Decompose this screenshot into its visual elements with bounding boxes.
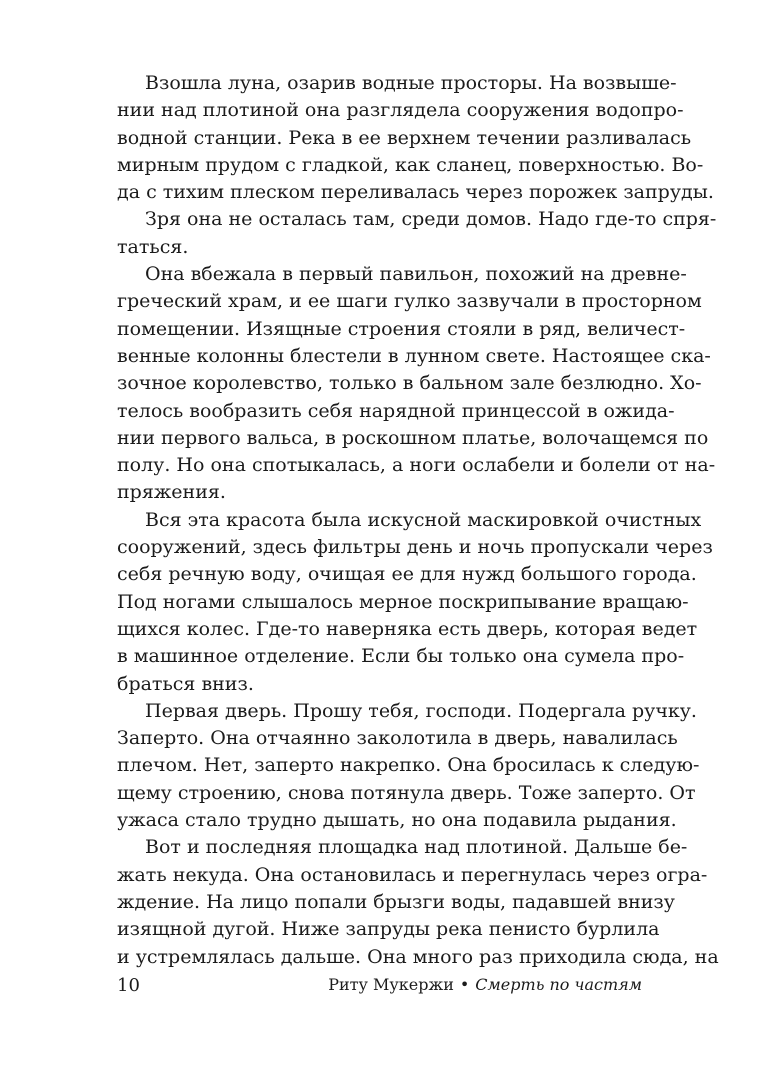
text-line: Первая дверь. Прошу тебя, господи. Подергала ручку. [145, 699, 697, 722]
text-line: Под ногами слышалось мерное поскрипывание вращаю- [117, 590, 689, 613]
text-line: греческий храм, и ее шаги гулко зазвучали в просторном [117, 290, 702, 313]
text-line: Заперто. Она отчаянно заколотила в дверь, навалилась [117, 727, 678, 750]
paragraph [117, 698, 700, 834]
text-line: Взошла луна, озарив водные просторы. На возвыше- [145, 72, 677, 94]
text-line: пряжения. [117, 481, 226, 504]
text-line: таться. [117, 235, 189, 258]
running-head-author: Риту Мукержи [328, 975, 454, 994]
text-line: изящной дугой. Ниже запруды река пенисто бурлила [117, 918, 660, 941]
text-line: ждение. На лицо попали брызги воды, падавшей внизу [117, 890, 675, 913]
text-line: да с тихим плеском переливалась через порожек запруды. [117, 181, 714, 204]
text-line: и устремлялась дальше. Она много раз приходила сюда, на [117, 945, 719, 968]
text-line: венные колонны блестели в лунном свете. Настоящее ска- [117, 344, 711, 367]
text-line: Вот и последняя площадка над плотиной. Дальше бе- [145, 836, 688, 859]
text-line: ужаса стало трудно дышать, но она подавила рыдания. [117, 809, 677, 832]
paragraph [117, 261, 716, 507]
text-line: помещении. Изящные строения стояли в ряд, величест- [117, 317, 686, 340]
text-line: щихся колес. Где-то наверняка есть дверь, которая ведет [117, 617, 698, 640]
paragraph [117, 70, 714, 206]
text-line: сооружений, здесь фильтры день и ночь пропускали через [117, 536, 713, 559]
running-head-separator: • [459, 975, 470, 994]
text-line: Зря она не осталась там, среди домов. Надо где-то спря- [145, 208, 717, 231]
text-line: плечом. Нет, заперто накрепко. Она бросилась к следую- [117, 754, 700, 777]
text-line: телось вообразить себя нарядной принцессой в ожида- [117, 399, 675, 422]
text-line: полу. Но она спотыкалась, а ноги ослабели и болели от на- [117, 454, 716, 477]
paragraph [117, 834, 719, 970]
text-line: водной станции. Река в ее верхнем течении разливалась [117, 126, 692, 149]
text-line: себя речную воду, очищая ее для нужд большого города. [117, 563, 697, 586]
text-line: Вся эта красота была искусной маскировкой очистных [145, 508, 702, 531]
text-line: Она вбежала в первый павильон, похожий на древне- [145, 263, 687, 286]
page-number: 10 [117, 975, 140, 996]
running-head [328, 975, 642, 994]
paragraph [117, 206, 717, 261]
text-line: зочное королевство, только в бальном зале безлюдно. Хо- [117, 372, 702, 395]
text-line: в машинное отделение. Если бы только она сумела про- [117, 645, 685, 668]
text-line: браться вниз. [117, 672, 254, 695]
text-line: нии над плотиной она разглядела сооружения водопро- [117, 99, 684, 122]
text-line: нии первого вальса, в роскошном платье, волочащемся по [117, 426, 709, 449]
text-line: жать некуда. Она остановилась и перегнулась через огра- [117, 863, 708, 886]
text-line: мирным прудом с гладкой, как сланец, поверхностью. Во- [117, 153, 704, 176]
paragraph [117, 507, 713, 698]
text-line: щему строению, снова потянула дверь. Тоже заперто. От [117, 781, 696, 804]
body-text [117, 70, 719, 971]
running-head-book-title: Смерть по частям [475, 975, 642, 994]
